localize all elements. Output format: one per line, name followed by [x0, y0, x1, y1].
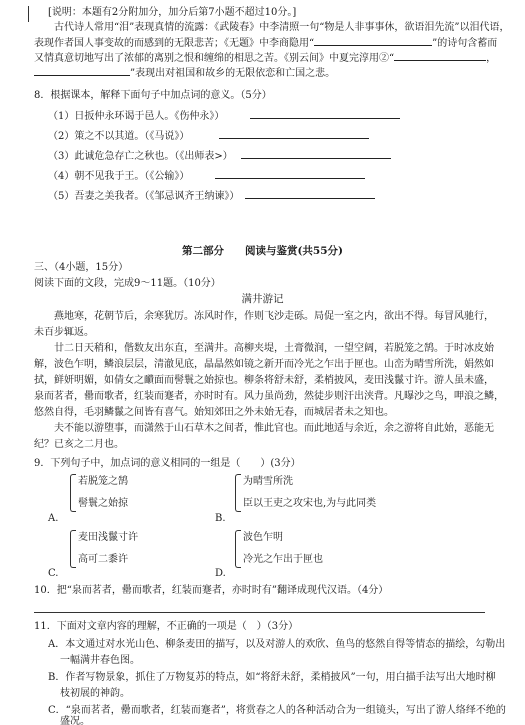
essay-line: 纪？已亥之二月也。 — [34, 439, 124, 450]
q11-option-c-cont: 盛况。 — [60, 716, 90, 725]
q9-title: 9．下列句子中，加点词的意义相同的一组是（ ）(3分） — [34, 458, 301, 469]
q8-item — [48, 128, 517, 144]
poem-text: ”表现出对祖国和故乡的无限依恋和亡国之悲。 — [130, 68, 336, 79]
answer-blank[interactable] — [34, 65, 130, 76]
q8-item — [48, 108, 517, 124]
q8-item-text: （1）日扳仲永环谒于邑人。《伤仲永》） — [48, 111, 225, 122]
essay-line: 解，波色乍明，鳞浪层层，清澈见底，晶晶然如镜之新开而冷光之乍出于匣也。山峦为晴雪所洗，娟然如 — [34, 359, 494, 370]
q9-option-c-line1: 麦田浅鬣寸许 — [78, 532, 138, 543]
essay-title: 满井游记 — [241, 293, 284, 305]
q9-option-a-line1: 若脱笼之鹄 — [78, 476, 128, 487]
essay-line: 廿二日天稍和，偕数友出东直，至满井。高柳夹堤，土膏微润，一望空阔，若脱笼之鹄。于时冰皮始 — [54, 343, 494, 354]
reading-instruction: 阅读下面的文段，完成9～11题。（10分） — [34, 278, 221, 289]
q9-option-b-line1: 为晴雪所洗 — [243, 476, 293, 487]
poem-para-line-2 — [34, 35, 517, 51]
section-three-heading: 三、（4小题，15分） — [34, 262, 129, 273]
poem-para-line-4 — [34, 65, 517, 81]
part-two-heading: 第二部分 阅读与鉴赏(共55分) — [181, 245, 344, 257]
answer-blank[interactable] — [219, 128, 369, 139]
brace-a — [70, 474, 76, 512]
q9-option-b-line2: 臣以王吏之攻宋也,为与此同类 — [243, 498, 377, 509]
answer-blank[interactable] — [314, 35, 432, 46]
q8-item — [48, 188, 517, 204]
q11-option-a[interactable]: A．本文通过对水光山色、柳条麦田的描写，以及对游人的欢欣、鱼鸟的悠然自得等情态的描绘，勾勒出 — [48, 639, 506, 650]
corner-mark — [28, 6, 29, 22]
poem-text: 又情真意切地写出了浓郁的离别之恨和缠绵的相思之苦。《别云间》中夏完淳用②“ — [34, 53, 395, 64]
answer-blank[interactable] — [394, 50, 486, 61]
q11-option-b[interactable]: B．作者写物景象，抓住了万物复苏的特点，如“将舒未舒，柔梢披风”一句，用白描手法写出大地时柳 — [48, 672, 496, 683]
poem-text: ， — [486, 53, 497, 64]
q8-item-text: （2）策之不以其道。（《马说》） — [48, 131, 190, 142]
poem-para-line-1: 古代诗人常用“泪”表现真情的流露：《武陵春》中李清照一句“物是人非事事休，欲语泪先流”以泪代语， — [54, 22, 510, 33]
essay-line: 泉而茗者，罍而歌者，红装而蹇者，亦时时有。风力虽尚劲，然徒步则汗出浃背。凡曝沙之鸟，呷浪之鳞， — [34, 391, 504, 402]
answer-blank[interactable] — [215, 168, 365, 179]
brace-b — [235, 474, 241, 512]
option-d-label[interactable]: D. — [215, 568, 226, 579]
option-b-label[interactable]: B. — [215, 513, 226, 524]
q11-option-c[interactable]: C．“泉而茗者，罍而歌者，红装而蹇者”，将赏春之人的各种活动合为一组镜头，写出了游人络绎不绝的 — [48, 705, 506, 716]
q9-option-a-line2: 髻鬟之始掠 — [78, 498, 128, 509]
poem-text: ”的诗句含蓄而 — [432, 38, 498, 49]
answer-blank[interactable] — [245, 188, 375, 199]
scoring-note: [说明：本题有2分附加分，加分后第7小题不超过10分。] — [48, 7, 297, 18]
essay-line: 悠然自得，毛羽鳞鬣之间皆有喜气。始知郊田之外未始无春，而城居者未之知也。 — [34, 407, 394, 418]
option-c-label[interactable]: C. — [48, 568, 59, 579]
q11-option-a-cont: 一幅满井春色图。 — [60, 655, 140, 666]
poem-text: 表现作者国人事变故的而感到的无限悲苦；《无题》中李商隐用“ — [34, 38, 315, 49]
q8-item-text: （4）朝不见我于王。（《公输》） — [48, 171, 190, 182]
option-a-label[interactable]: A. — [48, 513, 59, 524]
q8-item — [48, 168, 517, 184]
q8-title: 8．根据课本，解释下面句子中加点词的意义。（5分） — [34, 90, 272, 101]
q11-title: 11．下面对文章内容的理解，不正确的一项是（ ）（3分） — [34, 621, 299, 632]
q11-option-b-cont: 枝初展的神韵。 — [60, 688, 130, 699]
essay-line: 夫不能以游堕事，而潇然于山石草木之间者，惟此官也。而此地适与余近，余之游将自此始，恶能无 — [54, 423, 494, 434]
brace-d — [235, 530, 241, 568]
brace-c — [70, 530, 76, 568]
q9-option-d-line1: 波色乍明 — [243, 532, 283, 543]
answer-blank[interactable] — [250, 108, 400, 119]
q8-item-text: （5）吾妻之美我者。（《邹忌讽齐王纳谏》） — [48, 191, 240, 202]
q8-item — [48, 148, 517, 164]
q9-option-c-line2: 高可二黍许 — [78, 554, 128, 565]
q9-option-d-line2: 冷光之乍出于匣也 — [243, 554, 323, 565]
q10-title: 10．把“泉而茗者，罍而歌者，红装而蹇者，亦时时有”翻译成现代汉语。（4分） — [34, 585, 389, 596]
answer-blank[interactable] — [241, 148, 391, 159]
q8-item-text: （3）此诚危急存亡之秋也。（《出师表>） — [48, 151, 233, 162]
essay-line: 拭，鲜妍明媚，如倩女之靧面而髻鬟之始掠也。柳条将舒未舒，柔梢披风，麦田浅鬣寸许。游人虽未盛， — [34, 375, 494, 386]
essay-line: 燕地寒，花朝节后，余寒犹厉。冻风时作，作则飞沙走砾。局促一室之内，欲出不得。每冒风驰行， — [54, 311, 494, 322]
poem-para-line-3 — [34, 50, 517, 66]
q10-answer-line[interactable] — [34, 612, 485, 613]
essay-line: 未百步辄返。 — [34, 327, 94, 338]
